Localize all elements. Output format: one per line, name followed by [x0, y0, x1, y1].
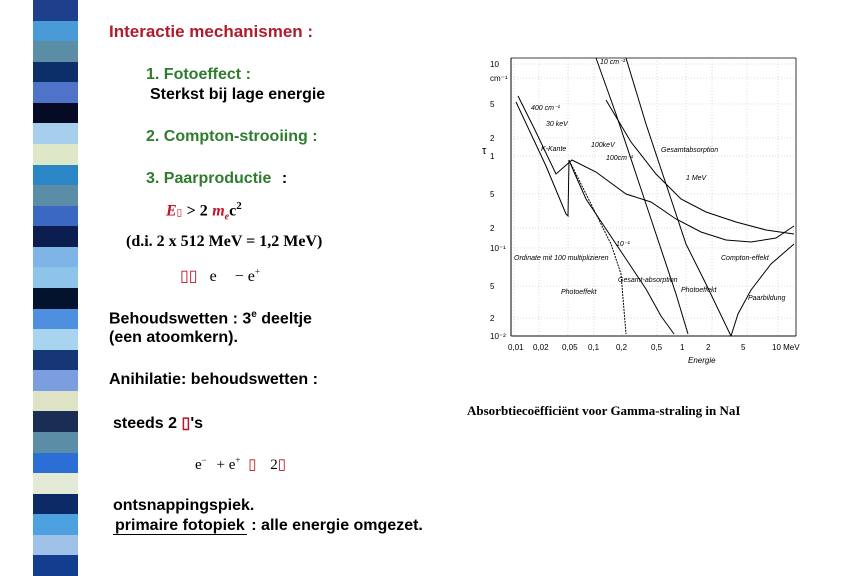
label-gesamt: Gesamtabsorption — [661, 147, 719, 154]
pair-energy-note: (d.i. 2 x 512 MeV = 1,2 MeV) — [126, 233, 323, 250]
y-tick-label: 10 — [490, 60, 499, 69]
ann-eq-positron-sup: + — [235, 455, 241, 465]
decorative-striped-bar — [33, 0, 78, 576]
y-tick-label: cm⁻¹ — [490, 74, 508, 83]
x-tick-label: 0,5 — [651, 343, 663, 352]
ann-eq-two: 2 — [270, 457, 278, 473]
stripe-segment — [33, 247, 78, 268]
stripe-segment — [33, 185, 78, 206]
stripe-segment — [33, 391, 78, 412]
stripe-segment — [33, 288, 78, 309]
x-tick-label: 10 MeV — [772, 343, 800, 352]
stripe-segment — [33, 432, 78, 453]
x-axis-label: Energie — [688, 356, 716, 365]
pair-reaction — [180, 266, 260, 286]
eq-mass-symbol: m — [212, 202, 225, 220]
y-tick-label: 5 — [490, 100, 495, 109]
stripe-segment — [33, 267, 78, 288]
stripe-segment — [33, 41, 78, 62]
x-tick-label: 0,05 — [562, 343, 578, 352]
reaction-positron-sup: + — [254, 266, 260, 277]
annihilation-photons — [113, 413, 203, 433]
x-tick-label: 0,02 — [533, 343, 549, 352]
stripe-segment — [33, 329, 78, 350]
stripe-segment — [33, 0, 78, 21]
absorption-coefficient-graph — [476, 54, 806, 374]
eq-mass-subscript: e — [224, 211, 230, 223]
item-pair-heading: 3. Paarproductie — [146, 170, 272, 187]
graph-caption: Absorbtiecoëfficiënt voor Gamma-straling in NaI — [467, 403, 741, 418]
annihilation-plural: 's — [190, 415, 204, 432]
ann-eq-positron: + e — [216, 457, 236, 473]
item-photoeffect-heading: 1. Fotoeffect : — [146, 66, 251, 83]
conservation-ordinal: e — [251, 309, 257, 320]
stripe-segment — [33, 21, 78, 42]
curve-gesamt-low — [571, 164, 626, 334]
stripe-segment — [33, 494, 78, 515]
y-tick-label: 1 — [490, 152, 495, 161]
label-1mev: 1 MeV — [686, 175, 707, 182]
stripe-segment — [33, 453, 78, 474]
label-100cm: 100cm⁻¹ — [606, 155, 634, 162]
y-tick-label: 10⁻¹ — [490, 244, 506, 253]
stripe-segment — [33, 535, 78, 556]
label-cm01: 10⁻¹ — [616, 241, 630, 248]
photopeak-line — [113, 517, 423, 535]
ann-eq-arrow-glyph: ▯ — [248, 457, 257, 473]
curve-total-absorption — [518, 96, 794, 242]
label-compton: Compton-effekt — [721, 255, 769, 262]
label-100kev: 100keV — [591, 142, 615, 149]
photon-glyph: ▯ — [181, 415, 191, 432]
stripe-segment — [33, 555, 78, 576]
reaction-photon-glyphs: ▯▯ — [180, 268, 198, 285]
item-pair-heading-row — [146, 170, 287, 188]
stripe-segment — [33, 165, 78, 186]
label-400: 400 cm⁻¹ — [531, 105, 560, 112]
y-axis-symbol: τ — [482, 145, 487, 157]
stripe-segment — [33, 411, 78, 432]
escape-peak-text: ontsnappingspiek. — [113, 497, 255, 514]
eq-light-speed: c — [229, 202, 237, 220]
ann-eq-electron: e — [195, 457, 202, 473]
stripe-segment — [33, 309, 78, 330]
eq-greater-than: > 2 — [186, 202, 208, 220]
ann-eq-electron-sup: − — [201, 455, 207, 465]
stripe-segment — [33, 206, 78, 227]
stripe-segment — [33, 473, 78, 494]
reaction-positron: − e — [234, 268, 255, 285]
conservation-line2: (een atoomkern). — [109, 329, 238, 346]
stripe-segment — [33, 103, 78, 124]
ann-eq-photon-glyph: ▯ — [277, 457, 286, 473]
label-ordinate: Ordinate mit 100 multiplizieren — [514, 255, 609, 262]
item-compton-heading: 2. Compton-strooiing : — [146, 128, 318, 145]
y-tick-label: 5 — [490, 282, 495, 291]
label-kante: K-Kante — [541, 146, 567, 153]
photopeak-definition: : alle energie omgezet. — [251, 517, 423, 534]
stripe-segment — [33, 144, 78, 165]
y-tick-label: 2 — [490, 224, 495, 233]
y-tick-label: 10⁻² — [490, 332, 506, 341]
stripe-segment — [33, 82, 78, 103]
eq-energy-symbol: E — [166, 202, 177, 220]
photopeak-term: primaire fotopiek — [115, 517, 245, 534]
conservation-particle: deeltje — [256, 310, 312, 328]
conservation-line1 — [109, 309, 312, 328]
y-tick-label: 5 — [490, 190, 495, 199]
stripe-segment — [33, 123, 78, 144]
curve-compton — [606, 100, 794, 234]
graph-annotations — [514, 59, 785, 302]
stripe-segment — [33, 62, 78, 83]
annihilation-always: steeds 2 — [113, 415, 178, 432]
x-tick-label: 1 — [680, 343, 685, 352]
label-30kev: 30 keV — [546, 121, 568, 128]
stripe-segment — [33, 350, 78, 371]
stripe-segment — [33, 514, 78, 535]
graph-x-ticks — [508, 343, 800, 352]
x-tick-label: 0,1 — [588, 343, 600, 352]
label-top: 10 cm⁻¹ — [600, 59, 626, 66]
item-photoeffect-note: Sterkst bij lage energie — [150, 86, 326, 103]
x-tick-label: 0,2 — [616, 343, 628, 352]
conservation-text: Behoudswetten : 3 — [109, 310, 252, 328]
graph-y-ticks — [490, 60, 508, 341]
label-photo1: Photoeffekt — [561, 289, 597, 296]
slide-title: Interactie mechanismen : — [109, 22, 314, 41]
label-gesamt2: Gesamt-absorption — [618, 277, 678, 284]
annihilation-equation — [195, 455, 286, 474]
x-tick-label: 0,01 — [508, 343, 524, 352]
y-tick-label: 2 — [490, 314, 495, 323]
item-pair-colon: : — [281, 170, 288, 187]
y-tick-label: 2 — [490, 134, 495, 143]
x-tick-label: 5 — [741, 343, 746, 352]
stripe-segment — [33, 370, 78, 391]
pair-threshold-equation: E▯ > 2 $m_ec^2$ — [166, 200, 242, 223]
label-photo2: Photoeffekt — [681, 287, 717, 294]
eq-square: 2 — [236, 200, 242, 212]
annihilation-heading: Anihilatie: behoudswetten : — [109, 371, 318, 388]
stripe-segment — [33, 226, 78, 247]
x-tick-label: 2 — [706, 343, 711, 352]
curve-steep-photo — [596, 58, 688, 334]
label-paar: Paarbildung — [748, 295, 786, 302]
reaction-electron: e — [209, 268, 217, 285]
